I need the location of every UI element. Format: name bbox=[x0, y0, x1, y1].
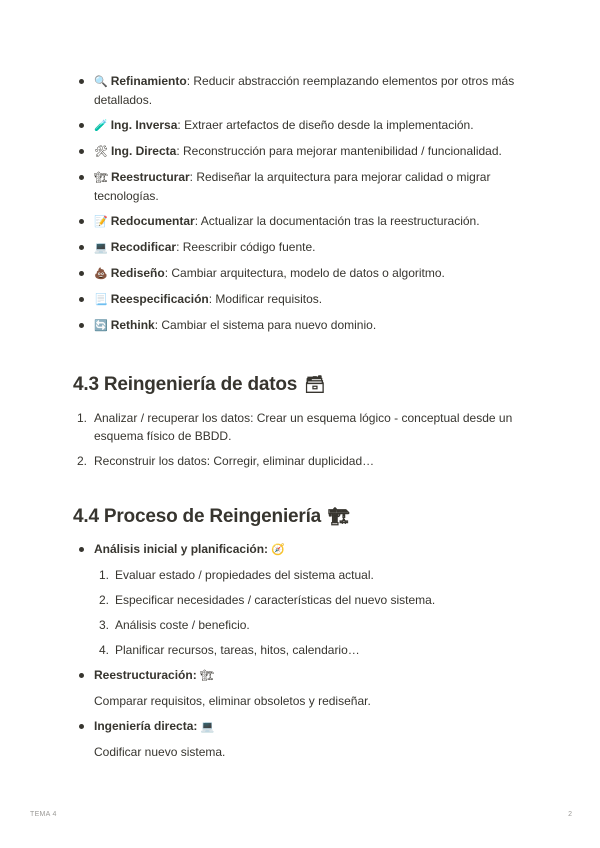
item-text: Especificar necesidades / características del nuevo sistema. bbox=[115, 593, 436, 607]
item-text: Reconstruir los datos: Corregir, eliminar duplicidad… bbox=[94, 454, 375, 468]
footer-chapter: TEMA 4 bbox=[30, 811, 57, 818]
term-description: : Rediseñar la arquitectura para mejorar calidad o migrar tecnologías. bbox=[94, 170, 491, 203]
step-label: Análisis inicial y planificación: bbox=[94, 542, 269, 556]
item-number: 2. bbox=[77, 454, 88, 468]
list-item bbox=[73, 238, 533, 257]
list-item bbox=[94, 641, 533, 659]
section-heading-4-3 bbox=[73, 373, 533, 397]
list-item bbox=[73, 168, 533, 205]
page-number: 2 bbox=[568, 811, 572, 818]
tools-icon: 🛠 bbox=[94, 145, 108, 158]
crane-icon: 🏗 bbox=[328, 507, 350, 527]
list-item bbox=[73, 452, 533, 470]
pile-icon: 💩 bbox=[94, 267, 108, 280]
refresh-icon: 🔄 bbox=[94, 319, 108, 332]
process-list bbox=[73, 540, 533, 761]
list-item bbox=[73, 116, 533, 135]
term-description: : Reconstrucción para mejorar mantenibilidad / funcionalidad. bbox=[176, 144, 502, 158]
section-title: 4.3 Reingeniería de datos bbox=[73, 374, 298, 395]
memo-icon: 📝 bbox=[94, 215, 108, 228]
term-label: Reespecificación bbox=[110, 292, 209, 306]
reengineering-terms-list bbox=[73, 72, 533, 335]
item-number: 2. bbox=[99, 593, 110, 607]
item-text: Evaluar estado / propiedades del sistema actual. bbox=[115, 568, 374, 582]
term-description: : Extraer artefactos de diseño desde la implementación. bbox=[177, 118, 474, 132]
list-item bbox=[73, 72, 533, 109]
list-item bbox=[94, 566, 533, 584]
item-text: Planificar recursos, tareas, hitos, calendario… bbox=[115, 643, 360, 657]
list-item bbox=[94, 591, 533, 609]
item-text: Análisis coste / beneficio. bbox=[115, 618, 250, 632]
list-item bbox=[73, 142, 533, 161]
magnifier-icon: 🔍 bbox=[94, 75, 108, 88]
step-description: Comparar requisitos, eliminar obsoletos y rediseñar. bbox=[94, 694, 371, 708]
term-label: Rethink bbox=[110, 318, 155, 332]
list-item bbox=[73, 717, 533, 761]
item-number: 1. bbox=[99, 568, 110, 582]
step-description: Codificar nuevo sistema. bbox=[94, 745, 226, 759]
term-description: : Reescribir código fuente. bbox=[176, 240, 316, 254]
list-item bbox=[73, 540, 533, 659]
term-description: : Modificar requisitos. bbox=[208, 292, 323, 306]
term-description: : Cambiar arquitectura, modelo de datos o algoritmo. bbox=[164, 266, 445, 280]
crane-icon: 🏗 bbox=[200, 669, 215, 682]
term-description: : Cambiar el sistema para nuevo dominio. bbox=[154, 318, 377, 332]
card-file-box-icon: 🗃 bbox=[304, 375, 326, 395]
list-item bbox=[73, 409, 533, 445]
term-label: Refinamiento bbox=[110, 74, 187, 88]
list-item bbox=[73, 212, 533, 231]
step-label: Ingeniería directa: bbox=[94, 719, 198, 733]
analysis-steps-list bbox=[94, 566, 533, 659]
list-item bbox=[73, 666, 533, 710]
term-label: Ing. Directa bbox=[110, 144, 177, 158]
test-tube-icon: 🧪 bbox=[94, 119, 108, 132]
section-title: 4.4 Proceso de Reingeniería bbox=[73, 506, 322, 527]
compass-icon: 🧭 bbox=[271, 543, 286, 556]
section-heading-4-4 bbox=[73, 505, 533, 529]
list-item bbox=[94, 616, 533, 634]
term-label: Ing. Inversa bbox=[110, 118, 178, 132]
item-number: 1. bbox=[77, 411, 88, 425]
list-item bbox=[73, 316, 533, 335]
list-item bbox=[73, 264, 533, 283]
item-number: 3. bbox=[99, 618, 110, 632]
term-label: Recodificar bbox=[110, 240, 177, 254]
data-reengineering-list bbox=[73, 409, 533, 470]
page-content bbox=[73, 72, 533, 768]
term-label: Reestructurar bbox=[110, 170, 190, 184]
list-item bbox=[73, 290, 533, 309]
term-label: Rediseño bbox=[110, 266, 165, 280]
term-description: : Actualizar la documentación tras la reestructuración. bbox=[194, 214, 480, 228]
crane-icon: 🏗 bbox=[94, 171, 108, 184]
laptop-icon: 💻 bbox=[94, 241, 108, 254]
document-icon: 📃 bbox=[94, 293, 108, 306]
step-label: Reestructuración: bbox=[94, 668, 197, 682]
term-description: : Reducir abstracción reemplazando elementos por otros más detallados. bbox=[94, 74, 515, 107]
item-number: 4. bbox=[99, 643, 110, 657]
laptop-icon: 💻 bbox=[200, 720, 215, 733]
term-label: Redocumentar bbox=[110, 214, 195, 228]
item-text: Analizar / recuperar los datos: Crear un esquema lógico - conceptual desde un esquema físico de BBDD. bbox=[94, 411, 513, 443]
